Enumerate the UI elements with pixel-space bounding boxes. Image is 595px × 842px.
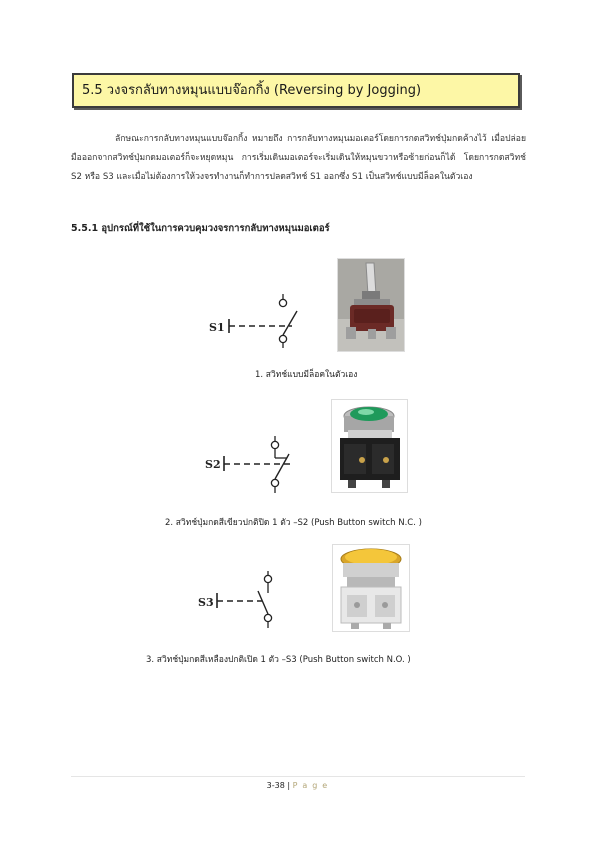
toggle-switch-photo (337, 258, 405, 352)
section-title (72, 73, 520, 108)
caption-s2: 2. สวิทช์ปุ่มกดสีเขียวปกติปิด 1 ตัว –S2 (Push Button switch N.C. ) (165, 518, 422, 528)
caption-s1: 1. สวิทช์แบบมีล็อคในตัวเอง (255, 370, 358, 380)
yellow-push-button-photo (332, 544, 410, 632)
body-paragraph-text: ลักษณะการกลับทางหมุนแบบจ๊อกกิ้ง หมายถึง การกลับทางหมุนมอเตอร์โดยการกดสวิทช์ปุ่มกดค้างไว้ เมื่อปล่อยมือออกจากสวิทช์ปุ่มกดมอเตอร์ก็จะหยุดหมุน การเริ่มเดินมอเตอร์จะเริ่มเดินให้หมุนขวาหรือซ้ายก่อนก็ได้ โดยการกดสวิทช์ S2 หรือ S3 และเมื่อไม่ต้องการให้วงจรทำงานก็ทำการปลดสวิทช์ S1 ออกซึ่ง S1 เป็นสวิทช์แบบมีล็อคในตัวเอง (71, 134, 526, 182)
s3-symbol-label: S3 (198, 596, 214, 609)
s1-symbol-label: S1 (209, 321, 225, 334)
footer-separator: | (287, 781, 291, 790)
s2-symbol-label: S2 (205, 458, 221, 471)
footer-divider (71, 776, 525, 777)
s2-switch-symbol (203, 436, 303, 494)
page-word: P a g e (292, 781, 329, 790)
subsection-heading: 5.5.1 อุปกรณ์ที่ใช้ในการควบคุมวงจรการกลับทางหมุนมอเตอร์ (71, 223, 330, 234)
s1-switch-symbol (205, 293, 305, 348)
page-footer (0, 781, 595, 790)
green-push-button-photo (331, 399, 408, 493)
caption-s3: 3. สวิทช์ปุ่มกดสีเหลืองปกติเปิด 1 ตัว –S3 (Push Button switch N.O. ) (146, 655, 411, 665)
s3-switch-symbol (196, 571, 296, 629)
page-number: 3-38 (266, 781, 285, 790)
section-title-text: 5.5 วงจรกลับทางหมุนแบบจ๊อกกิ้ง (Reversing by Jogging) (82, 83, 422, 98)
body-paragraph (71, 130, 526, 187)
